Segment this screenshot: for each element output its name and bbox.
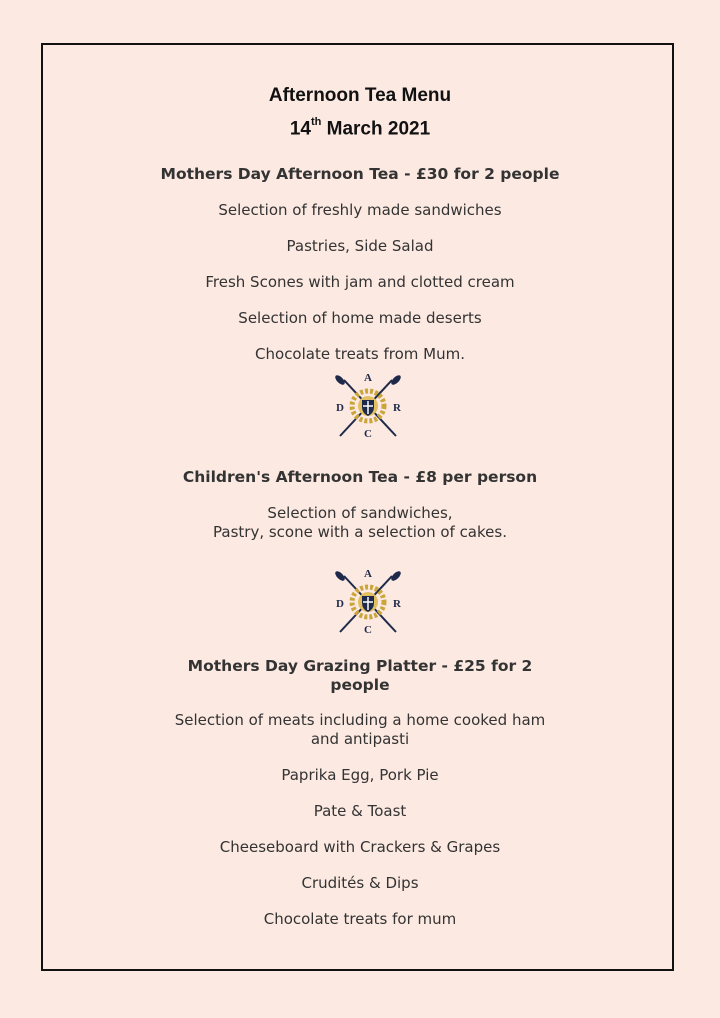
rowing-club-logo [328,370,408,440]
menu-item: Chocolate treats for mum [263,910,457,928]
logo-letter-d: D [336,598,344,610]
logo-letter-a: A [364,372,372,384]
menu-item: Pastry, scone with a selection of cakes. [213,523,507,541]
section-heading-grazing-platter-cont: people [330,676,390,694]
menu-item: Selection of sandwiches, [267,504,453,522]
logo-letter-c: C [364,624,372,636]
menu-item: Selection of meats including a home cooked ham [174,711,546,729]
menu-item: Crudités & Dips [301,874,419,892]
menu-title: Afternoon Tea Menu [268,85,452,106]
date-suffix: th [310,116,322,128]
logo-letter-c: C [364,428,372,440]
logo-letter-d: D [336,402,344,414]
date-day: 14 [289,118,311,140]
menu-item: Pastries, Side Salad [286,237,434,255]
logo-letter-r: R [393,402,401,414]
logo-letter-r: R [393,598,401,610]
logo-letter-a: A [364,568,372,580]
menu-date [0,118,720,140]
menu-item: Fresh Scones with jam and clotted cream [205,273,515,291]
menu-item: and antipasti [310,730,410,748]
rowing-club-logo [328,566,408,636]
menu-item: Chocolate treats from Mum. [255,345,465,363]
date-month-year: March 2021 [326,118,431,140]
section-heading-grazing-platter: Mothers Day Grazing Platter - £25 for 2 [187,657,533,675]
section-heading-childrens-tea: Children's Afternoon Tea - £8 per person [182,468,538,486]
menu-item: Cheeseboard with Crackers & Grapes [219,838,501,856]
menu-item: Selection of home made deserts [238,309,482,327]
section-heading-mothers-day-tea: Mothers Day Afternoon Tea - £30 for 2 people [160,165,560,183]
menu-item: Pate & Toast [313,802,407,820]
menu-item: Paprika Egg, Pork Pie [281,766,439,784]
menu-item: Selection of freshly made sandwiches [218,201,502,219]
